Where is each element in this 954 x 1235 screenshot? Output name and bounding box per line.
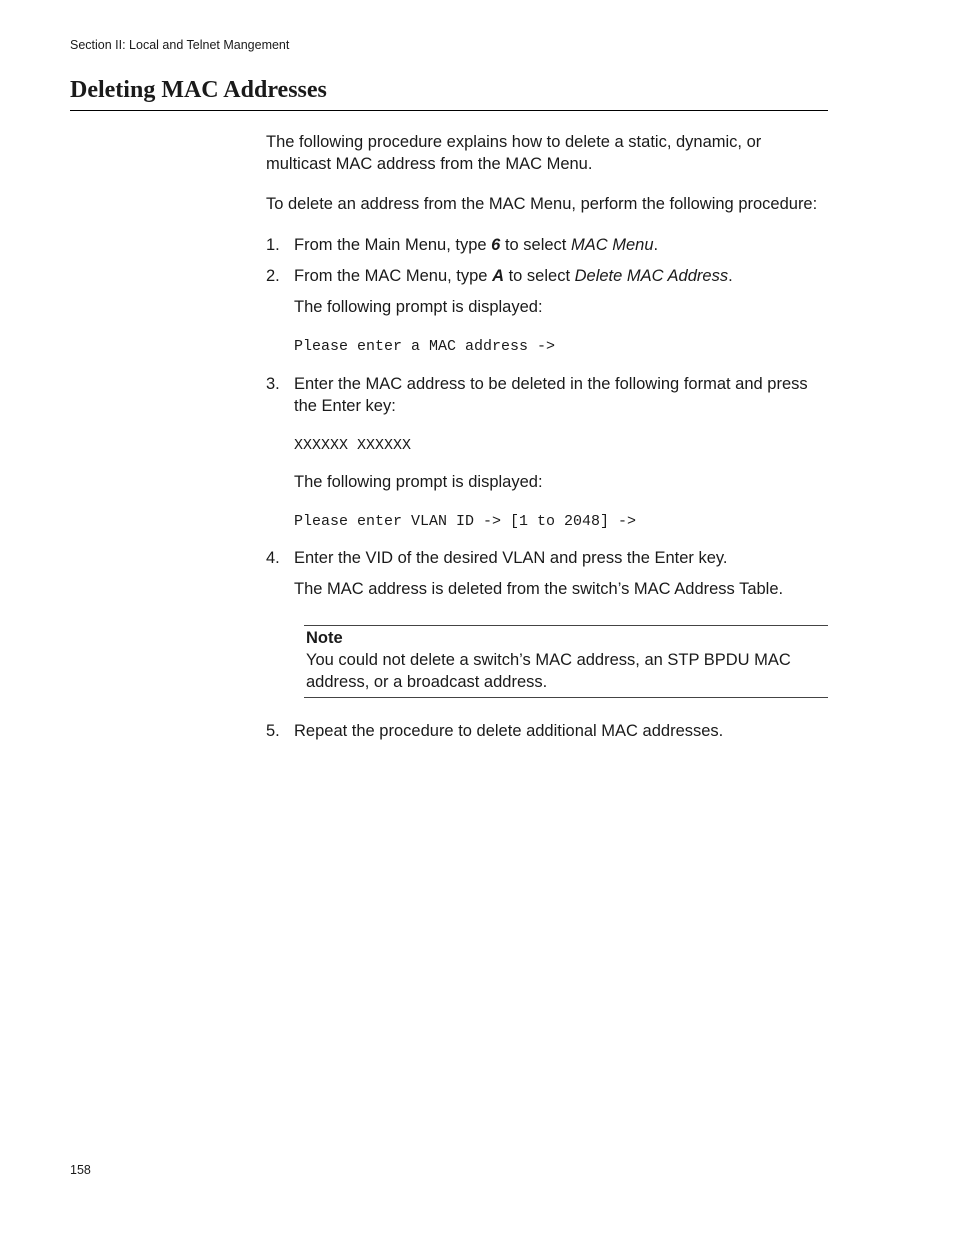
step-5 — [266, 720, 828, 742]
note-box — [304, 625, 828, 698]
main-content — [266, 131, 828, 751]
step-number: 1. — [266, 236, 280, 254]
step-number: 3. — [266, 375, 280, 393]
menu-target: Delete MAC Address — [574, 267, 729, 285]
step-text: From the Main Menu, type 6 to select MAC Menu. — [294, 236, 659, 254]
step-text: Enter the VID of the desired VLAN and press the Enter key. — [294, 549, 728, 567]
step-text: Repeat the procedure to delete additional MAC addresses. — [294, 722, 724, 740]
prompt-label: The following prompt is displayed: — [294, 473, 543, 491]
key-press: A — [492, 267, 504, 285]
step-number: 2. — [266, 267, 280, 285]
step-2 — [266, 265, 828, 287]
step-text: From the MAC Menu, type A to select Delete MAC Address. — [294, 267, 733, 285]
prompt-label: The following prompt is displayed: — [294, 298, 543, 316]
step-1 — [266, 234, 828, 256]
step-number: 4. — [266, 549, 280, 567]
procedure-intro: To delete an address from the MAC Menu, perform the following procedure: — [266, 195, 818, 213]
note-text: You could not delete a switch’s MAC address, an STP BPDU MAC address, or a broadcast address. — [306, 651, 791, 691]
mac-format: XXXXXX XXXXXX — [294, 437, 412, 454]
page-title: Deleting MAC Addresses — [70, 77, 327, 103]
running-header: Section II: Local and Telnet Mangement — [70, 38, 290, 52]
intro-paragraph: The following procedure explains how to delete a static, dynamic, or multicast MAC address from the MAC Menu. — [266, 133, 762, 173]
note-title: Note — [306, 629, 343, 647]
vlan-prompt: Please enter VLAN ID -> [1 to 2048] -> — [294, 513, 637, 530]
page-number: 158 — [70, 1163, 91, 1177]
menu-target: MAC Menu — [570, 236, 654, 254]
step-number: 5. — [266, 722, 280, 740]
step-3 — [266, 373, 828, 417]
result-text: The MAC address is deleted from the switch’s MAC Address Table. — [294, 580, 784, 598]
step-text: Enter the MAC address to be deleted in the following format and press the Enter key: — [294, 375, 808, 415]
step-4 — [266, 547, 828, 569]
mac-prompt: Please enter a MAC address -> — [294, 338, 556, 355]
key-press: 6 — [491, 236, 501, 254]
title-rule — [70, 110, 828, 111]
